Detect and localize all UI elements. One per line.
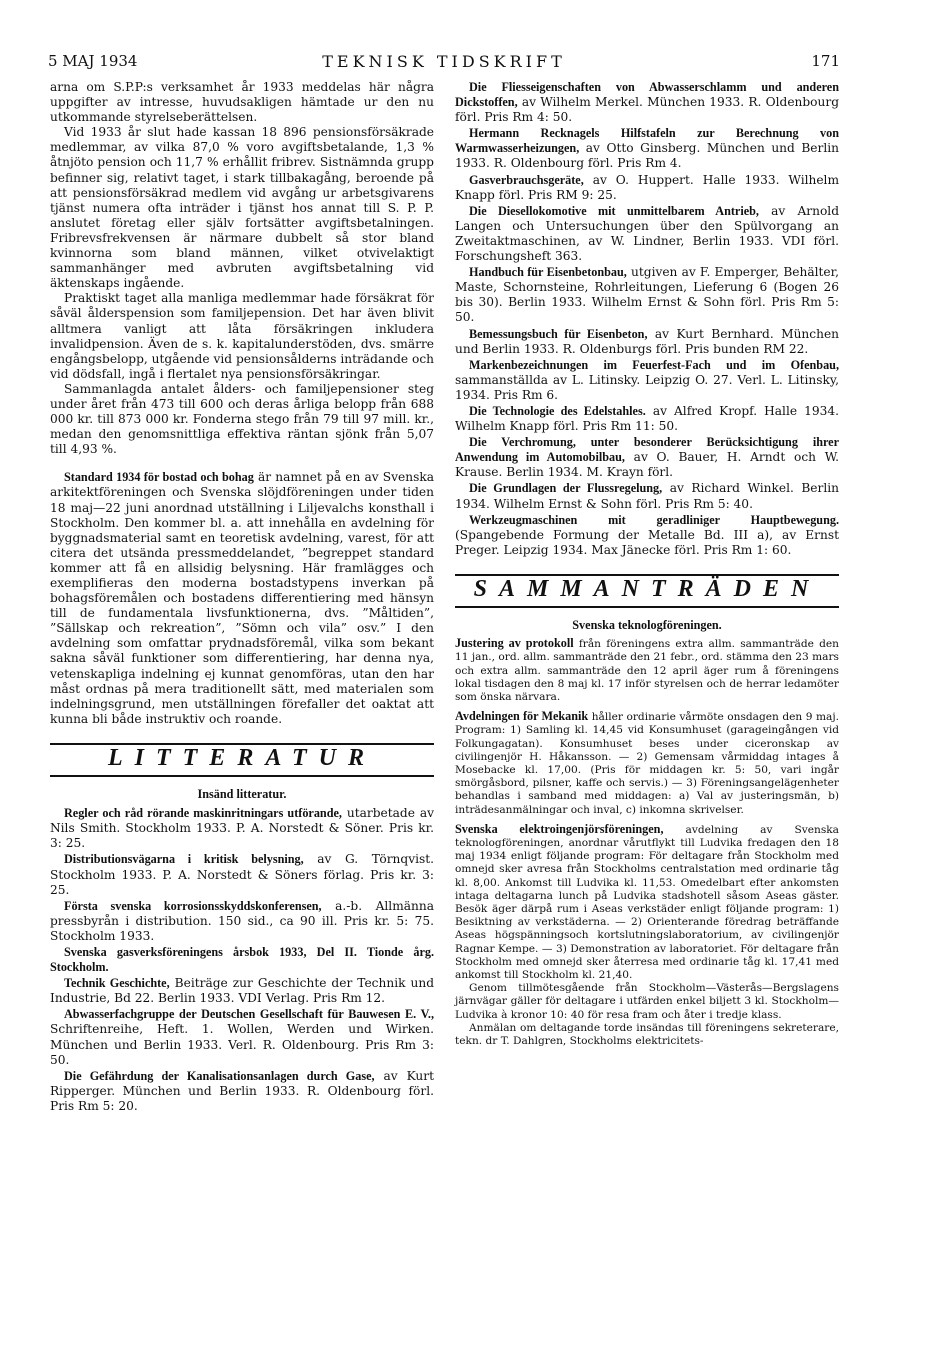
page-number: 171	[811, 52, 840, 70]
paragraph: Praktiskt taget alla manliga medlemmar hade försäkrat för såväl ålderspension som familjepension. Det har även blivit alltmera vanligt att låta försäkringen inkludera invalidpension. Även de s. k. kapitalunderstöden, dvs. smärre engångsbelopp, utgående vid pensionsålderns inträdande och vid dödsfall, ingå i flertalet nya pensionsförsäkringar.	[50, 291, 434, 381]
meeting-notice: Svenska elektroingenjörsföreningen, avdelning av Svenska teknologföreningen, anordnar vårutflykt till Ludvika fredagen den 18 maj 1934 enligt följande program: För deltagare från Stockholm med omnejd sker avresa från Stockholms centralstation med ordinarie tåg kl. 8,00. Ankomst till Ludvika kl. 11,53. Omedelbart efter ankomsten intaga deltagarna lunch på Ludvika stadshotell såsom Aseas gäster. Besök äger därpå rum i Aseas verkstäder enligt följande program: 1) Besiktning av verkstäderna. — 2) Orienterande föredrag beträffande Aseas högspänningsoch kortslutningslaboratorium, av civilingenjör Ragnar Kempe. — 3) Demonstration av laboratoriet. För deltagare från Stockholm med omnejd sker återresa med ordinarie tåg kl. 17,41 med ankomst till Stockholm kl. 21,40. Genom tillmötesgående från Stockholm—Västerås—Bergslagens järnvägar gäller för deltagare i utfärden enkel biljett 3 kl. Stockholm—Ludvika à kronor 10: 40 för resa fram och åter i tredje klass. Anmälan om deltagande torde insändas till föreningens sekreterare, tekn. dr T. Dahlgren, Stockholms elektricitets-	[455, 821, 839, 1047]
standard-text: är namnet på en av Svenska arkitektföreningen och Svenska slöjdföreningen under tiden 18 maj—22 juni anordnad utställning i Liljevalchs konsthall i Stockholm. Den kommer bl. a. att innehålla en avdelning för byggnadsmaterial samt en teoretisk avdelning, varest, för att citera det utsända pressmeddelandet, ”begreppet standard kommer att få en allsidig belysning. Här framlägges och exemplifieras den moderna bostadstypens inverkan på bohagsföremålen och bostadens differentiering med hänsyn till de fundamentala livsfunktionerna, dvs. ”Måltiden”, ”Sällskap och rekreation”, ”Sömn och vila” osv.” I den avdelning som omfattar prydnadsföremål, vilka som bekant sakna såväl funktioner som differentiering, har denna nya, vetenskapliga indelning ej kunnat genomföras, utan den har måst ordnas på mera traditionellt sätt, med materialen som indelningsgrund, men utställningen förefaller det oaktat att kunna bli både instruktiv och roande.	[50, 470, 435, 726]
standard-article	[50, 470, 434, 727]
page-header	[48, 52, 840, 74]
litteratur-heading-box	[50, 743, 434, 777]
right-column	[455, 80, 839, 1054]
book-entry: Svenska gasverksföreningens årsbok 1933, Del II. Tionde årg. Stockholm.	[50, 944, 434, 975]
book-entry: Die Gefährdung der Kanalisationsanlagen durch Gase, av Kurt Ripperger. München und Berlin 1933. R. Oldenbourg förl. Pris Rm 5: 20.	[50, 1068, 435, 1113]
book-entry: Die Fliesseigenschaften von Abwasserschlamm und anderen Dickstoffen, av Wilhelm Merkel. München 1933. R. Oldenbourg förl. Pris Rm 4: 50.	[455, 80, 839, 125]
book-entry: Die Grundlagen der Flussregelung, av Richard Winkel. Berlin 1934. Wilhelm Ernst & Sohn förl. Pris Rm 5: 40.	[455, 481, 839, 511]
book-entry: Hermann Recknagels Hilfstafeln zur Berechnung von Warmwasserheizungen, av Otto Ginsberg. München und Berlin 1933. R. Oldenbourg förl. Pris Rm 4.	[455, 126, 839, 171]
sammantraden-heading: SAMMANTRÄDEN	[473, 575, 821, 602]
litteratur-heading: LITTERATUR	[107, 744, 377, 771]
book-entry: Regler och råd rörande maskinritningars utförande, utarbetade av Nils Smith. Stockholm 1933. P. A. Norstedt & Söner. Pris kr. 3: 25.	[50, 806, 434, 851]
book-entry: Distributionsvägarna i kritisk belysning, av G. Törnqvist. Stockholm 1933. P. A. Norstedt & Söners förlag. Pris kr. 3: 25.	[50, 852, 435, 897]
book-entry: Handbuch für Eisenbetonbau, utgiven av F. Emperger, Behälter, Maste, Schornsteine, Rohrleitungen, Lieferung 6 (Bogen 26 bis 30). Berlin 1933. Wilhelm Ernst & Sohn förl. Pris Rm 5: 50.	[455, 265, 839, 325]
paragraph: arna om S.P.P:s verksamhet år 1933 meddelas här några uppgifter av intresse, huvudsakligen hämtade ur den nu utkommande styrelseberättelsen.	[50, 80, 434, 125]
meeting-notice: Justering av protokoll från föreningens extra allm. sammanträde den 11 jan., ord. allm. sammanträde den 21 febr., ord. stämma den 23 mars och extra allm. sammanträde den 12 april äger rum å föreningens lokal tisdagen den 8 maj kl. 17 inför styrelsen och de herrar ledamöter som önska närvara.	[455, 636, 839, 703]
left-column	[50, 80, 434, 1115]
book-entry: Abwasserfachgruppe der Deutschen Gesellschaft für Bauwesen E. V., Schriftenreihe, Heft. 1. Wollen, Werden und Wirken. München und Berlin 1933. Verl. R. Oldenbourg. Pris Rm 3: 50.	[50, 1007, 434, 1067]
standard-title: Standard 1934 för bostad och bohag	[64, 470, 254, 485]
issue-date: 5 MAJ 1934	[48, 52, 138, 70]
book-entry: Första svenska korrosionsskyddskonferensen, a.-b. Allmänna pressbyrån i distribution. 150 sid., ca 90 ill. Pris kr. 5: 75. Stockholm 1933.	[50, 898, 434, 943]
book-entry: Die Diesellokomotive mit unmittelbarem Antrieb, av Arnold Langen och Untersuchungen über den Spülvorgang an Zweitaktmaschinen, av W. Lindner, Berlin 1933. VDI förl. Forschungsheft 363.	[455, 203, 840, 264]
book-entry: Werkzeugmaschinen mit geradliniger Hauptbewegung. (Spangebende Formung der Metalle Bd. III a), av Ernst Preger. Leipzig 1934. Max Jänecke förl. Pris Rm 1: 60.	[455, 512, 839, 557]
book-entry: Bemessungsbuch für Eisenbeton, av Kurt Bernhard. München und Berlin 1933. R. Oldenburgs förl. Pris bunden RM 22.	[455, 326, 840, 356]
paragraph: Sammanlagda antalet ålders- och familjepensioner steg under året från 473 till 600 och deras årliga belopp från 688 000 kr. till 873 000 kr. Fonderna stego från 79 till 97 mill. kr., medan den genomsnittliga effektiva räntan sjönk från 5,07 till 4,93 %.	[50, 381, 434, 457]
sammantraden-heading-box	[455, 574, 839, 608]
paragraph: Vid 1933 år slut hade kassan 18 896 pensionsförsäkrade medlemmar, av vilka 87,0 % voro avgiftsbetalande, 1,3 % åtnjöto pension och 11,7 % erhållit fribrev. Sistnämnda grupp befinner sig, relativt taget, i stark tillbakagång, beroende på att pensionsförsäkrad medlem vid avgång ur arbetsgivarens tjänst numera ofta inträder i tjänst hos annat till S. P. P. anslutet företag eller själv fortsätter avgiftsbetalningen. Fribrevsfrekvensen är närmare dubbelt så stor bland kvinnorna som bland männen, vilket otvivelaktigt sammanhänger med avbruten avgiftsbetalning vid äktenskaps ingående.	[50, 125, 434, 291]
sammantraden-subheading: Svenska teknologföreningen.	[572, 618, 722, 632]
book-entry: Gasverbrauchsgeräte, av O. Huppert. Halle 1933. Wilhelm Knapp förl. Pris RM 9: 25.	[455, 172, 840, 202]
book-entry: Die Verchromung, unter besonderer Berücksichtigung ihrer Anwendung im Automobilbau, av O. Bauer, H. Arndt och W. Krause. Berlin 1934. M. Krayn förl.	[455, 435, 840, 480]
book-entry: Technik Geschichte, Beiträge zur Geschichte der Technik und Industrie, Bd 22. Berlin 1933. VDI Verlag. Pris Rm 12.	[50, 976, 435, 1006]
book-entry: Die Technologie des Edelstahles. av Alfred Kropf. Halle 1934. Wilhelm Knapp förl. Pris Rm 11: 50.	[455, 403, 839, 434]
journal-title: TEKNISK TIDSKRIFT	[322, 52, 566, 71]
meeting-notice: Avdelningen för Mekanik håller ordinarie vårmöte onsdagen den 9 maj. Program: 1) Samling kl. 14,45 vid Konsumhuset (garageingången vid Folkungagatan). Konsumhuset beses under ciceronskap av civilingenjör H. Håkansson. — 2) Gemensam vårmiddag intages å Mosebacke kl. 17,00. (Pris för middagen kr. 5: 50, vari ingår smörgåsbord, pilsner, kaffe och servis.) — 3) Föreningsangelägenheter behandlas i samband med middagen: a) Val av justeringsmän, b) inträdesanmälningar och inval, c) inkomna skrivelser.	[455, 709, 839, 816]
litteratur-subheading: Insänd litteratur.	[197, 787, 287, 802]
book-entry: Markenbezeichnungen im Feuerfest-Fach und im Ofenbau, sammanställda av L. Litinsky. Leipzig O. 27. Verl. L. Litinsky, 1934. Pris Rm 6.	[455, 357, 839, 402]
